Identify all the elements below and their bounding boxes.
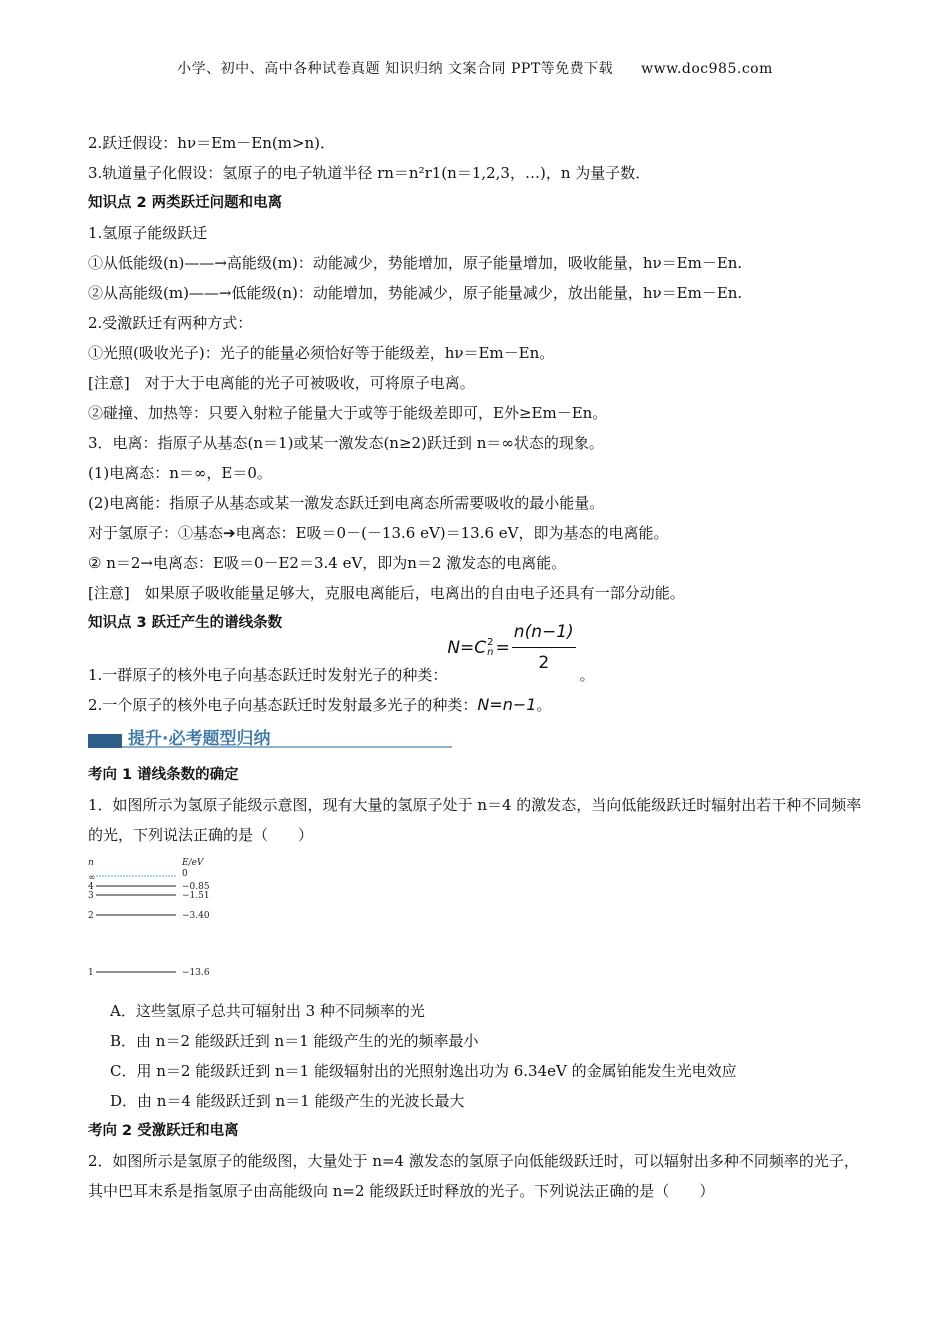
question-category: 考向 2 受激跃迁和电离 <box>88 1123 239 1139</box>
section-heading: 知识点 3 跃迁产生的谱线条数 <box>88 615 283 631</box>
answer-option-c[interactable]: C．用 n＝2 能级跃迁到 n＝1 能级辐射出的光照射逸出功为 6.34eV 的金属铂能发生光电效应 <box>110 1062 737 1080</box>
document-body <box>88 128 868 1206</box>
formula-eq: = <box>495 637 510 658</box>
page-header <box>0 58 950 78</box>
answer-option-a[interactable]: A．这些氢原子总共可辐射出 3 种不同频率的光 <box>110 1002 425 1020</box>
n-axis-label: n <box>88 858 94 868</box>
note-line: [注意] 对于大于电离能的光子可被吸收，可将原子电离。 <box>88 374 475 392</box>
text-line: 3.轨道量子化假设：氢原子的电子轨道半径 rn＝n²r1(n＝1,2,3，…)，n 为量子数． <box>88 164 651 182</box>
answer-option-b[interactable]: B．由 n＝2 能级跃迁到 n＝1 能级产生的光的频率最小 <box>110 1032 479 1050</box>
level-n-label: 4 <box>88 882 94 892</box>
text-line: 3．电离：指原子从基态(n＝1)或某一激发态(n≥2)跃迁到 n＝∞状态的现象。 <box>88 434 604 452</box>
fraction <box>512 617 576 678</box>
level-n-label: 3 <box>88 891 94 901</box>
level-n-label: 2 <box>88 911 94 921</box>
text-line: ②从高能级(m)——→低能级(n)：动能增加，势能减少，原子能量减少，放出能量，hν＝Em－En. <box>88 284 743 302</box>
question-stem: 2．如图所示是氢原子的能级图，大量处于 n=4 激发态的氢原子向低能级跃迁时，可以辐射出多种不同频率的光子，其中巴耳末系是指氢原子由高能级向 n=2 能级跃迁时释放的光子。下列说法正确的是（ ） <box>88 1152 859 1200</box>
formula-sub: n <box>487 646 494 658</box>
level-energy-label: −0.85 <box>182 882 210 892</box>
header-text: 小学、初中、高中各种试卷真题 知识归纳 文案合同 PPT等免费下载 <box>177 61 614 77</box>
answer-option-d[interactable]: D．由 n＝4 能级跃迁到 n＝1 能级产生的光波长最大 <box>110 1092 465 1110</box>
energy-level-diagram <box>88 856 868 988</box>
level-n-label: ∞ <box>88 873 96 883</box>
energy-axis-label: E/eV <box>182 858 204 868</box>
text-line: (1)电离态：n＝∞，E＝0。 <box>88 464 272 482</box>
energy-level-svg <box>88 856 228 984</box>
text-line: 对于氢原子：①基态➔电离态：E吸＝0－(－13.6 eV)＝13.6 eV，即为基态的电离能。 <box>88 524 669 542</box>
level-energy-label: −1.51 <box>182 891 210 901</box>
fraction-numerator: n(n−1) <box>512 617 576 648</box>
level-energy-label: −13.6 <box>182 968 210 978</box>
text-line: ② n＝2→电离态：E吸＝0－E2＝3.4 eV，即为n＝2 激发态的电离能。 <box>88 554 567 572</box>
formula-period: 。 <box>536 696 552 714</box>
combination-formula <box>447 617 575 678</box>
banner-bar <box>88 734 122 748</box>
formula-sup: 2 <box>487 636 494 648</box>
formula-line <box>88 690 868 720</box>
fraction-denominator: 2 <box>538 653 550 673</box>
formula-caption: 2.一个原子的核外电子向基态跃迁时发射最多光子的种类： <box>88 696 478 714</box>
section-banner <box>88 722 868 756</box>
text-line: ①光照(吸收光子)：光子的能量必须恰好等于能级差，hν＝Em－En。 <box>88 344 555 362</box>
question-category: 考向 1 谱线条数的确定 <box>88 767 239 783</box>
formula-period: 。 <box>579 666 595 684</box>
text-line: ①从低能级(n)——→高能级(m)：动能减少，势能增加，原子能量增加，吸收能量，hν＝Em－En. <box>88 254 743 272</box>
level-n-label: 1 <box>88 968 94 978</box>
single-atom-formula: N=n−1 <box>477 695 537 714</box>
text-line: 1.氢原子能级跃迁 <box>88 224 208 242</box>
text-line: 2.受激跃迁有两种方式： <box>88 314 253 332</box>
text-line: ②碰撞、加热等：只要入射粒子能量大于或等于能级差即可，E外≥Em－En。 <box>88 404 608 422</box>
formula-caption: 1.一群原子的核外电子向基态跃迁时发射光子的种类： <box>88 666 448 684</box>
level-energy-label: −3.40 <box>182 911 210 921</box>
formula-lhs: N=C <box>447 637 487 658</box>
note-line: [注意] 如果原子吸收能量足够大，克服电离能后，电离出的自由电子还具有一部分动能。 <box>88 584 685 602</box>
header-url[interactable]: www.doc985.com <box>641 61 773 77</box>
question-stem: 1．如图所示为氢原子能级示意图，现有大量的氢原子处于 n＝4 的激发态，当向低能级跃迁时辐射出若干种不同频率的光，下列说法正确的是（ ） <box>88 796 862 844</box>
banner-title: 提升·必考题型归纳 <box>128 729 271 749</box>
text-line: 2.跃迁假设：hν＝Em－En(m>n)． <box>88 134 336 152</box>
level-energy-label: 0 <box>182 869 188 879</box>
section-heading: 知识点 2 两类跃迁问题和电离 <box>88 195 283 211</box>
text-line: (2)电离能：指原子从基态或某一激发态跃迁到电离态所需要吸收的最小能量。 <box>88 494 605 512</box>
